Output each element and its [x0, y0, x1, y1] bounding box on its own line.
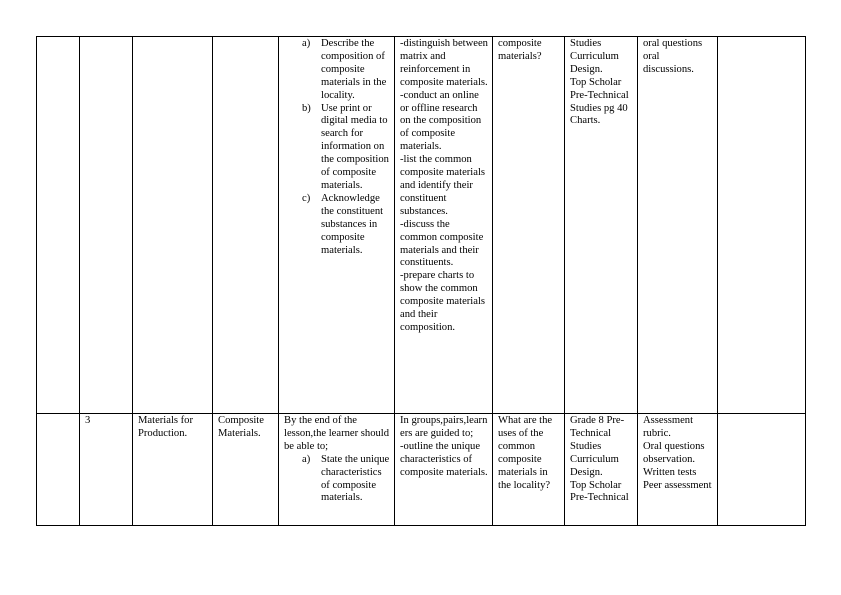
resources-cell: [565, 37, 638, 414]
table-row: [37, 37, 806, 414]
list-item: b) Use print or digital media to search for information on the composition of composite materials.: [302, 102, 389, 191]
learning-experiences-cell: [395, 37, 493, 414]
experience-item: -distinguish between matrix and reinforcement in composite materials.: [400, 38, 488, 88]
experience-item: -list the common composite materials and identify their constituent substances.: [400, 154, 486, 217]
experience-item: In groups,pairs,learners are guided to;: [400, 415, 488, 439]
scheme-of-work-table: [36, 36, 806, 526]
week-cell: [37, 37, 80, 414]
experience-item: -discuss the common composite materials and their constituents.: [400, 218, 484, 269]
remarks-cell: [718, 414, 806, 526]
list-item: a) Describe the composition of composite materials in the locality.: [302, 38, 387, 101]
learning-outcomes-cell: [279, 37, 395, 414]
lesson-cell: 3: [80, 414, 133, 526]
strand-cell: Materials for Production.: [133, 414, 213, 526]
sub-strand-cell: Composite Materials.: [213, 414, 279, 526]
learning-experiences-cell: [395, 414, 493, 526]
lesson-cell: [80, 37, 133, 414]
assessment-item: Written tests: [643, 466, 697, 478]
learning-outcomes-cell: [279, 414, 395, 526]
resource-item: Top Scholar Pre-Technical Studies pg 40: [570, 76, 629, 114]
assessment-cell: [638, 414, 718, 526]
table-row: [37, 414, 806, 526]
assessment-item: oral discussions.: [643, 50, 694, 75]
assessment-cell: [638, 37, 718, 414]
outcomes-intro: By the end of the lesson,the learner should be able to;: [284, 415, 390, 452]
inquiry-question-cell: composite materials?: [493, 37, 565, 414]
assessment-item: oral questions: [643, 38, 703, 49]
week-cell: [37, 414, 80, 526]
assessment-item: Peer assessment: [643, 479, 712, 491]
list-item: c) Acknowledge the constituent substances in composite materials.: [302, 192, 384, 256]
inquiry-question-cell: What are the uses of the common composite materials in the locality?: [493, 414, 565, 526]
outcomes-list: [284, 38, 390, 257]
assessment-item: Assessment rubric.: [643, 415, 694, 439]
experience-item: -outline the unique characteristics of composite materials.: [400, 440, 488, 478]
strand-cell: [133, 37, 213, 414]
list-item: a) State the unique characteristics of composite materials.: [302, 453, 390, 504]
resource-item: Charts.: [570, 115, 601, 127]
experience-item: -conduct an online or offline research on the composition of composite materials.: [400, 89, 482, 153]
remarks-cell: [718, 37, 806, 414]
assessment-item: Oral questions observation.: [643, 440, 705, 465]
experience-item: -prepare charts to show the common composite materials and their composition.: [400, 270, 486, 333]
resource-item: Studies Curriculum Design.: [570, 38, 619, 75]
sub-strand-cell: [213, 37, 279, 414]
resources-cell: [565, 414, 638, 526]
resource-item: Top Scholar Pre-Technical: [570, 479, 629, 504]
outcomes-list: [284, 454, 390, 506]
resource-item: Grade 8 Pre-Technical Studies Curriculum Design.: [570, 415, 625, 478]
